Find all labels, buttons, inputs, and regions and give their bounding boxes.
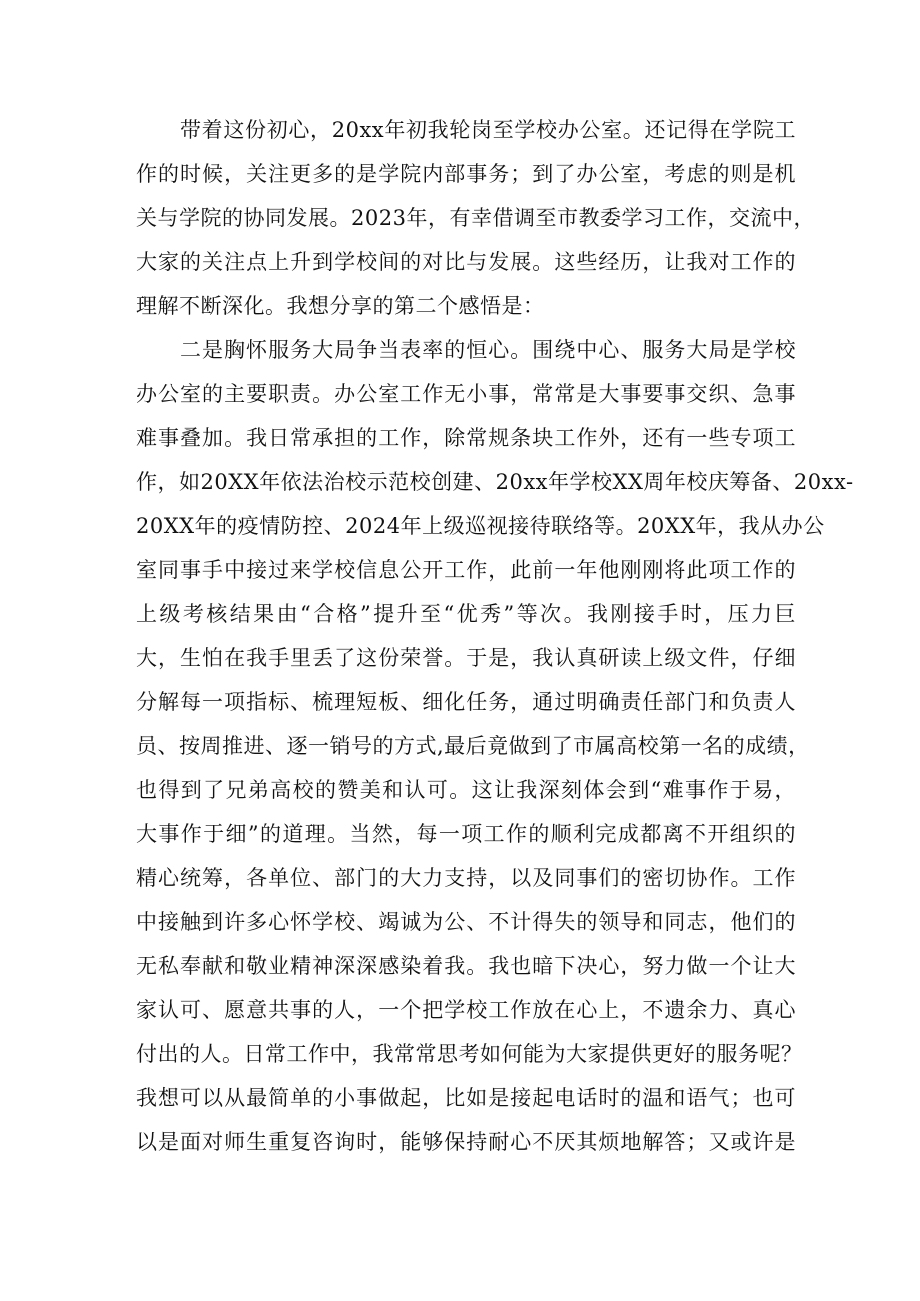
- text-line: 上级考核结果由“合格”提升至“优秀”等次。我刚接手时，压力巨: [136, 602, 796, 626]
- text-line: 带着这份初心，20xx年初我轮岗至学校办公室。还记得在学院工: [180, 118, 796, 142]
- text-line: 中接触到许多心怀学校、竭诚为公、不计得失的领导和同志，他们的: [136, 910, 796, 934]
- text-line: 付出的人。日常工作中，我常常思考如何能为大家提供更好的服务呢？: [136, 1042, 803, 1066]
- text-line: 20XX年的疫情防控、2024年上级巡视接待联络等。20XX年，我从办公: [136, 514, 825, 538]
- text-line: 关与学院的协同发展。2023年，有幸借调至市教委学习工作，交流中，: [136, 206, 815, 230]
- text-line: 室同事手中接过来学校信息公开工作，此前一年他刚刚将此项工作的: [136, 558, 796, 582]
- paragraph-first-rotation: [136, 108, 815, 328]
- text-line: 大事作于细”的道理。当然，每一项工作的顺利完成都离不开组织的: [136, 822, 796, 846]
- document-body: [136, 108, 854, 1164]
- text-line: 精心统筹，各单位、部门的大力支持，以及同事们的密切协作。工作: [136, 866, 796, 890]
- text-line: 分解每一项指标、梳理短板、细化任务，通过明确责任部门和负责人: [136, 690, 796, 714]
- text-line: 作的时候，关注更多的是学院内部事务；到了办公室，考虑的则是机: [136, 162, 796, 186]
- text-line: 二是胸怀服务大局争当表率的恒心。围绕中心、服务大局是学校: [180, 338, 796, 362]
- text-line: 以是面对师生重复咨询时，能够保持耐心不厌其烦地解答；又或许是: [136, 1130, 796, 1154]
- text-line: 难事叠加。我日常承担的工作，除常规条块工作外，还有一些专项工: [136, 426, 796, 450]
- text-line: 作，如20XX年依法治校示范校创建、20xx年学校XX周年校庆筹备、20xx-: [136, 470, 854, 494]
- text-line: 员、按周推进、逐一销号的方式,最后竟做到了市属高校第一名的成绩，: [136, 734, 810, 758]
- text-line: 大家的关注点上升到学校间的对比与发展。这些经历，让我对工作的: [136, 250, 796, 274]
- text-line: 家认可、愿意共事的人，一个把学校工作放在心上，不遗余力、真心: [136, 998, 796, 1022]
- text-line: 大，生怕在我手里丢了这份荣誉。于是，我认真研读上级文件，仔细: [136, 646, 796, 670]
- text-line: 理解不断深化。我想分享的第二个感悟是：: [136, 294, 545, 318]
- text-line: 我想可以从最简单的小事做起，比如是接起电话时的温和语气；也可: [136, 1086, 796, 1110]
- paragraph-second-insight: [136, 328, 854, 1164]
- text-line: 无私奉献和敬业精神深深感染着我。我也暗下决心，努力做一个让大: [136, 954, 796, 978]
- text-line: 办公室的主要职责。办公室工作无小事，常常是大事要事交织、急事: [136, 382, 796, 406]
- text-line: 也得到了兄弟高校的赞美和认可。这让我深刻体会到“难事作于易，: [136, 778, 796, 802]
